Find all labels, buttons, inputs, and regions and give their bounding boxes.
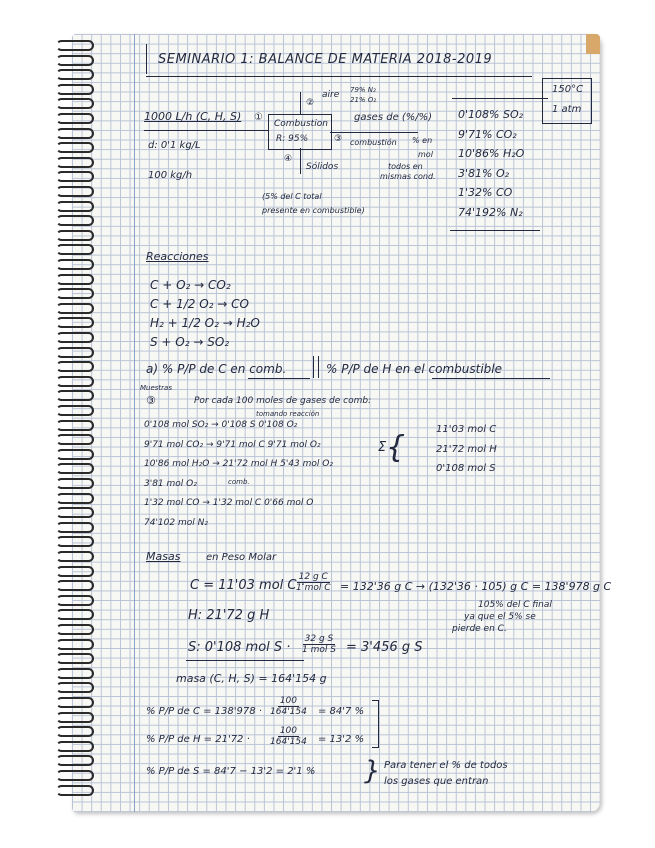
binding-ring [56,493,94,504]
binding-ring [56,478,94,489]
gas-label: gases de (%/%) [354,112,433,123]
binding-ring [56,332,94,343]
binding-ring [56,405,94,416]
binding-ring [56,40,94,51]
masses-heading: Masas [146,550,181,563]
binding-ring [56,434,94,445]
solids-arrow [300,148,301,174]
percent-bracket [372,700,379,748]
air-n2: 79% N₂ [350,86,376,94]
sum-item: 11'03 mol C [436,424,497,435]
binding-ring [56,741,94,752]
gas-combustion: combustión [350,138,397,147]
binding-ring [56,142,94,153]
hydrogen-percent-fraction [270,726,307,747]
binding-ring [56,566,94,577]
margin-line [134,34,135,812]
air-o2: 21% O₂ [350,96,377,104]
gas-note-c: todos en [388,162,423,171]
binding-ring [56,726,94,737]
binding-ring [56,347,94,358]
hydrogen-pct-num: 100 [279,726,298,736]
sigma-symbol: Σ [378,440,387,455]
binding-ring [56,639,94,650]
solids-note-1: (5% del C total [262,192,322,201]
gas-composition-item: 1'32% CO [458,186,513,200]
air-stream-number: ② [306,98,315,108]
muestra-label: Muestras [140,384,172,392]
gas-composition-item: 0'108% SO₂ [458,108,524,121]
binding-ring [56,98,94,109]
carbon-pct-den: 164'154 [270,707,307,717]
sulfur-frac-den: 1 mol S [302,645,336,655]
binding-ring [56,682,94,693]
carbon-percent-left: % P/P de C = 138'978 · [146,706,262,717]
percent-note-2: los gases que entran [384,776,489,787]
part-a-heading-right: % P/P de H en el combustible [326,362,503,376]
mole-row: 10'86 mol H₂O → 21'72 mol H 5'43 mol O₂ [144,459,333,469]
binding-ring [56,128,94,139]
binding-ring [56,551,94,562]
carbon-mass-right: = 132'36 g C → (132'36 · 105) g C = 138'978 g C [340,580,612,593]
binding-ring [56,653,94,664]
solids-stream-number: ④ [284,154,293,164]
carbon-note-2: ya que el 5% se [464,612,536,622]
binding-ring [56,536,94,547]
gas-note-a: % en [412,136,433,145]
binding-ring [56,69,94,80]
gas-note-b: mol [418,150,433,159]
carbon-pct-num: 100 [279,696,298,706]
binding-ring [56,84,94,95]
binding-ring [56,201,94,212]
row-note: comb. [228,478,250,486]
sum-item: 0'108 mol S [436,463,496,474]
page-title: SEMINARIO 1: BALANCE DE MATERIA 2018-2019 [158,52,493,67]
binding-ring [56,230,94,241]
solids-note-2: presente en combustible) [262,206,365,215]
binding-ring [56,420,94,431]
hydrogen-percent-left: % P/P de H = 21'72 · [146,734,250,745]
binding-ring [56,55,94,66]
hydrogen-mass: H: 21'72 g H [188,608,270,623]
basis-sub: tomando reacción [256,410,320,418]
sum-item: 21'72 mol H [436,443,497,455]
part-a-divider-1 [313,356,314,378]
carbon-frac-num: 12 g C [298,572,328,582]
note-brace: } [364,756,381,786]
sulfur-frac-num: 32 g S [304,634,334,644]
carbon-mass-left: C = 11'03 mol C · [190,578,305,593]
binding-ring [56,785,94,796]
binding-ring [56,449,94,460]
mole-row: 74'102 mol N₂ [144,517,208,528]
part-a-divider-2 [318,356,319,378]
binding-ring [56,624,94,635]
basis-text: Por cada 100 moles de gases de comb: [194,396,372,406]
part-a-underline-1 [248,378,310,379]
binding-ring [56,522,94,533]
binding-ring [56,390,94,401]
binding-ring [56,157,94,168]
sulfur-mass-right: = 3'456 g S [346,640,423,655]
binding-ring [56,361,94,372]
binding-ring [56,171,94,182]
mole-row: 0'108 mol SO₂ → 0'108 S 0'108 O₂ [144,420,298,430]
binding-ring [56,186,94,197]
title-underline [146,76,532,77]
combustion-label: Combustion [274,119,328,129]
binding-ring [56,668,94,679]
spiral-binding [56,40,96,810]
air-arrow [300,92,301,114]
condition-pressure: 1 atm [552,104,582,115]
combustion-yield: R: 95% [276,134,309,144]
binding-ring [56,113,94,124]
total-mass: masa (C, H, S) = 164'154 g [176,672,327,685]
feed-stream-number: ① [254,112,263,123]
condition-temp: 150°C [552,84,584,95]
hydrogen-percent-right: = 13'2 % [318,734,365,745]
gas-stream-number: ③ [334,134,343,144]
sulfur-percent: % P/P de S = 84'7 − 13'2 = 2'1 % [146,766,316,777]
carbon-percent-fraction [270,696,307,717]
binding-ring [56,770,94,781]
percent-note-1: Para tener el % de todos [384,760,508,771]
carbon-note-3: pierde en C. [452,624,507,634]
page-tab [586,34,600,54]
binding-ring [56,712,94,723]
reaction-equation: S + O₂ → SO₂ [150,335,230,349]
binding-ring [56,274,94,285]
feed-mass: 100 kg/h [148,170,193,181]
carbon-frac-den: 1 mol C [296,583,331,593]
reactions-heading: Reacciones [146,250,209,263]
stream-ref: ③ [146,394,156,407]
composition-bracket-top [452,98,548,99]
binding-ring [56,376,94,387]
sulfur-mass-left: S: 0'108 mol S · [188,640,291,655]
binding-ring [56,609,94,620]
part-a-underline-2 [432,378,550,379]
masses-heading-suffix: en Peso Molar [206,552,277,563]
reaction-equation: H₂ + 1/2 O₂ → H₂O [150,316,260,330]
sulfur-underline [186,660,304,661]
binding-ring [56,244,94,255]
sulfur-mass-fraction [302,634,336,655]
binding-ring [56,215,94,226]
reaction-equation: C + 1/2 O₂ → CO [150,297,249,311]
feed-density: d: 0'1 kg/L [148,140,201,151]
part-a-heading: a) % P/P de C en comb. [146,362,287,376]
binding-ring [56,595,94,606]
binding-ring [56,697,94,708]
feed-flow: 1000 L/h (C, H, S) [144,110,242,123]
binding-ring [56,317,94,328]
solids-label: Sólidos [306,162,339,172]
binding-ring [56,580,94,591]
composition-underline [450,230,540,231]
binding-ring [56,507,94,518]
carbon-note-1: 105% del C final [478,600,552,610]
gas-composition-item: 9'71% CO₂ [458,127,517,141]
gas-composition-item: 10'86% H₂O [458,147,525,161]
feed-arrow-line [144,130,268,131]
carbon-percent-right: = 84'7 % [318,706,365,717]
reaction-equation: C + O₂ → CO₂ [150,278,231,292]
binding-ring [56,288,94,299]
binding-ring [56,463,94,474]
carbon-mass-fraction [296,572,331,593]
mole-row: 1'32 mol CO → 1'32 mol C 0'66 mol O [144,498,314,508]
gas-arrow [330,132,418,133]
mole-row: 3'81 mol O₂ [144,478,197,489]
gas-composition-item: 3'81% O₂ [458,166,510,180]
sum-brace: { [386,430,406,465]
mole-row: 9'71 mol CO₂ → 9'71 mol C 9'71 mol O₂ [144,439,321,450]
binding-ring [56,259,94,270]
air-label: aire [322,90,340,100]
gas-note-d: mismas cond. [380,172,436,181]
binding-ring [56,755,94,766]
gas-composition-item: 74'192% N₂ [458,206,523,219]
binding-ring [56,303,94,314]
hydrogen-pct-den: 164'154 [270,737,307,747]
